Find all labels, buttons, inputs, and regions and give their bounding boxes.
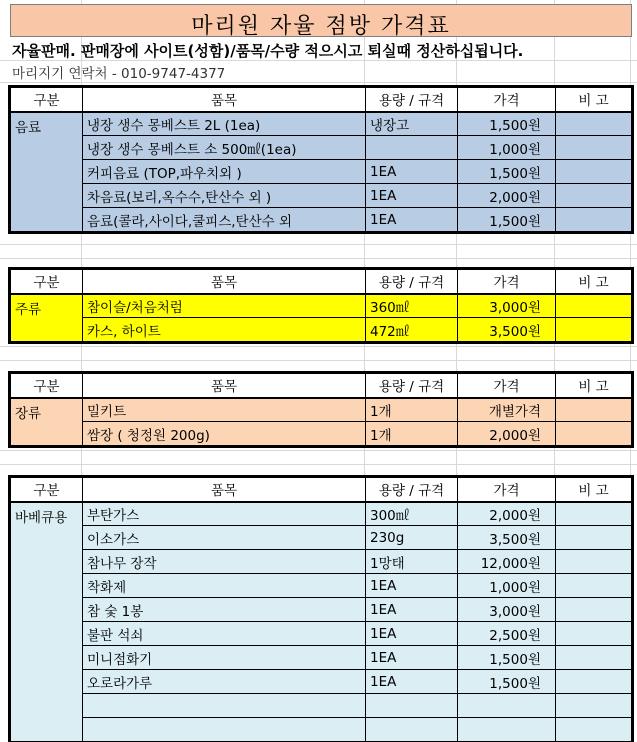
header-price: 가격 [458, 88, 556, 112]
page-title: 마리원 자율 점방 가격표 [191, 14, 451, 39]
table-row [11, 526, 632, 550]
item-cell: 불판 석쇠 [83, 622, 366, 646]
header-category: 구분 [11, 270, 83, 294]
note-cell [556, 670, 632, 694]
title-banner [10, 4, 632, 37]
header-price: 가격 [458, 270, 556, 294]
item-cell: 착화제 [83, 574, 366, 598]
price-cell: 1,500원 [458, 646, 556, 670]
price-cell: 3,500원 [458, 526, 556, 550]
note-cell [556, 718, 632, 742]
spec-cell: 1EA [366, 670, 458, 694]
header-note: 비 고 [556, 270, 632, 294]
header-category: 구분 [11, 478, 83, 502]
price-cell: 3,500원 [458, 318, 556, 342]
header-spec: 용량 / 규격 [366, 478, 458, 502]
table-row [11, 422, 632, 446]
item-cell: 참나무 장작 [83, 550, 366, 574]
price-cell: 1,000원 [458, 574, 556, 598]
header-note: 비 고 [556, 374, 632, 398]
header-category: 구분 [11, 88, 83, 112]
item-cell: 참 숯 1봉 [83, 598, 366, 622]
price-cell: 2,000원 [458, 184, 556, 208]
table-row [11, 160, 632, 184]
note-cell [556, 184, 632, 208]
spec-cell: 300㎖ [366, 502, 458, 526]
table-row [11, 502, 632, 526]
spec-cell: 1EA [366, 622, 458, 646]
item-cell [83, 694, 366, 718]
price-table-drinks [10, 87, 632, 232]
note-cell [556, 550, 632, 574]
note-cell [556, 112, 632, 136]
header-spec: 용량 / 규격 [366, 374, 458, 398]
spec-cell [366, 136, 458, 160]
spec-cell: 1개 [366, 422, 458, 446]
price-cell: 3,000원 [458, 294, 556, 318]
table-row [11, 136, 632, 160]
table-row [11, 184, 632, 208]
spec-cell: 1망태 [366, 550, 458, 574]
item-cell: 밀키트 [83, 398, 366, 422]
item-cell: 오로라가루 [83, 670, 366, 694]
contact-text: 마리지기 연락처 - 010-9747-4377 [12, 66, 226, 82]
header-spec: 용량 / 규격 [366, 88, 458, 112]
price-cell: 3,000원 [458, 598, 556, 622]
note-cell [556, 622, 632, 646]
item-cell: 냉장 생수 몽베스트 2L (1ea) [83, 112, 366, 136]
table-row [11, 398, 632, 422]
spec-cell: 1EA [366, 598, 458, 622]
note-cell [556, 136, 632, 160]
price-cell: 2,500원 [458, 622, 556, 646]
note-cell [556, 160, 632, 184]
table-row [11, 318, 632, 342]
price-cell: 1,500원 [458, 160, 556, 184]
item-cell: 냉장 생수 몽베스트 소 500㎖(1ea) [83, 136, 366, 160]
note-cell [556, 574, 632, 598]
spec-cell: 1EA [366, 160, 458, 184]
header-spec: 용량 / 규격 [366, 270, 458, 294]
table-row [11, 598, 632, 622]
table-row [11, 622, 632, 646]
spec-cell: 472㎖ [366, 318, 458, 342]
note-cell [556, 208, 632, 232]
spec-cell: 1EA [366, 208, 458, 232]
header-note: 비 고 [556, 88, 632, 112]
spec-cell: 230g [366, 526, 458, 550]
spec-cell [366, 694, 458, 718]
note-cell [556, 502, 632, 526]
note-cell [556, 398, 632, 422]
price-cell [458, 718, 556, 742]
price-cell: 2,000원 [458, 502, 556, 526]
category-cell: 바베큐용 [11, 502, 83, 742]
header-note: 비 고 [556, 478, 632, 502]
category-cell: 주류 [11, 294, 83, 342]
price-table-liquor [10, 269, 632, 342]
price-cell [458, 694, 556, 718]
table-header-row [11, 478, 632, 502]
table-row [11, 208, 632, 232]
header-price: 가격 [458, 478, 556, 502]
category-cell: 장류 [11, 398, 83, 446]
table-row [11, 574, 632, 598]
table-header-row [11, 374, 632, 398]
category-cell: 음료 [11, 112, 83, 232]
spec-cell: 1개 [366, 398, 458, 422]
item-cell: 참이슬/처음처럼 [83, 294, 366, 318]
table-row [11, 670, 632, 694]
table-row [11, 294, 632, 318]
spec-cell [366, 718, 458, 742]
price-table-bbq [10, 477, 632, 742]
price-cell: 2,000원 [458, 422, 556, 446]
item-cell: 이소가스 [83, 526, 366, 550]
spec-cell: 냉장고 [366, 112, 458, 136]
table-row [11, 112, 632, 136]
note-cell [556, 694, 632, 718]
header-category: 구분 [11, 374, 83, 398]
item-cell: 쌈장 ( 청정원 200g) [83, 422, 366, 446]
item-cell: 부탄가스 [83, 502, 366, 526]
price-cell: 개별가격 [458, 398, 556, 422]
note-cell [556, 422, 632, 446]
header-price: 가격 [458, 374, 556, 398]
table-header-row [11, 88, 632, 112]
table-row [11, 646, 632, 670]
item-cell: 미니점화기 [83, 646, 366, 670]
header-item: 품목 [83, 88, 366, 112]
header-item: 품목 [83, 478, 366, 502]
price-cell: 1,500원 [458, 208, 556, 232]
table-header-row [11, 270, 632, 294]
spec-cell: 1EA [366, 184, 458, 208]
header-item: 품목 [83, 374, 366, 398]
note-cell [556, 646, 632, 670]
item-cell: 카스, 하이트 [83, 318, 366, 342]
item-cell: 음료(콜라,사이다,쿨피스,탄산수 외 [83, 208, 366, 232]
table-row [11, 694, 632, 718]
note-cell [556, 318, 632, 342]
notice-text: 자율판매. 판매장에 사이트(성함)/품목/수량 적으시고 퇴실때 정산하십됩니다. [12, 42, 524, 60]
item-cell [83, 718, 366, 742]
item-cell: 차음료(보리,옥수수,탄산수 외 ) [83, 184, 366, 208]
note-cell [556, 526, 632, 550]
header-item: 품목 [83, 270, 366, 294]
note-cell [556, 598, 632, 622]
spec-cell: 1EA [366, 574, 458, 598]
table-row [11, 550, 632, 574]
price-cell: 1,000원 [458, 136, 556, 160]
price-cell: 12,000원 [458, 550, 556, 574]
price-cell: 1,500원 [458, 670, 556, 694]
price-cell: 1,500원 [458, 112, 556, 136]
table-row [11, 718, 632, 742]
note-cell [556, 294, 632, 318]
spec-cell: 360㎖ [366, 294, 458, 318]
spec-cell: 1EA [366, 646, 458, 670]
price-table-sauce [10, 373, 632, 446]
item-cell: 커피음료 (TOP,파우치외 ) [83, 160, 366, 184]
